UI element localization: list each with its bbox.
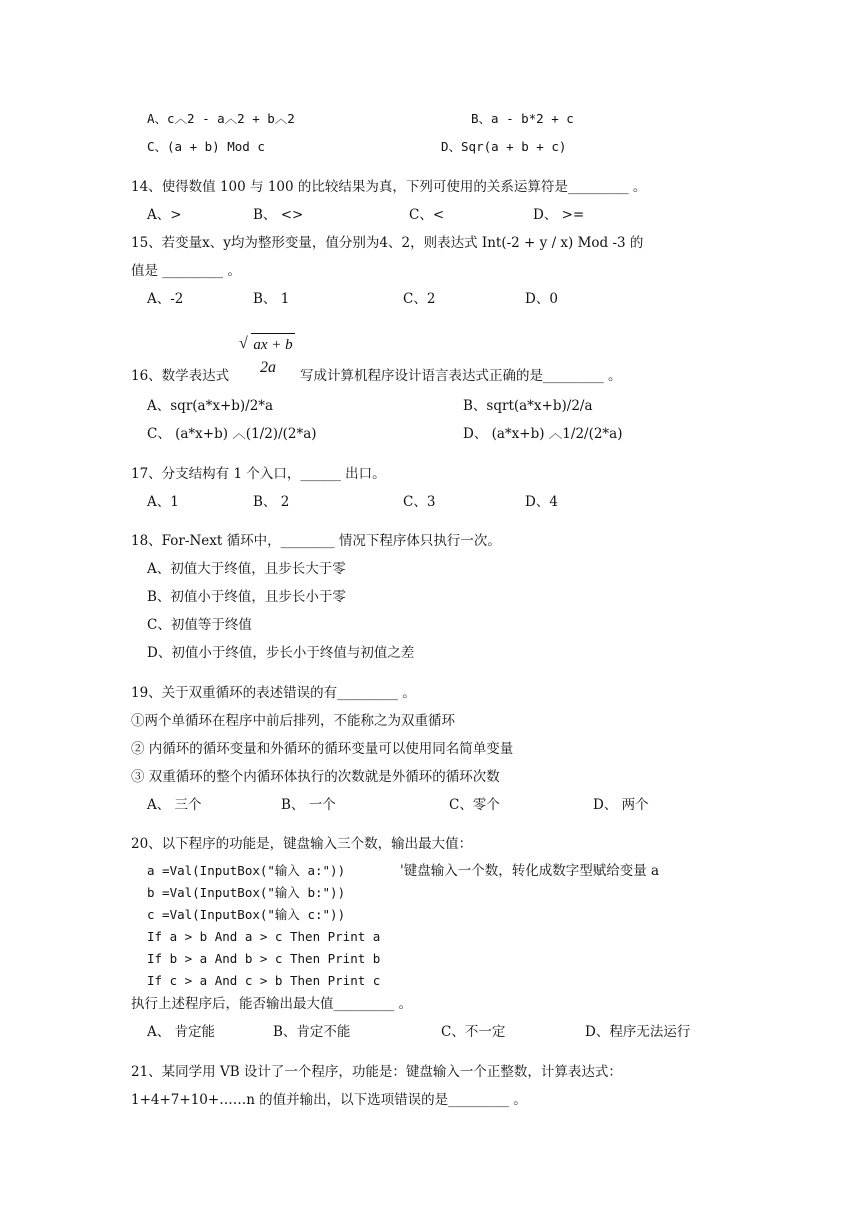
q18-option-a: A、初值大于终值，且步长大于零: [147, 561, 346, 577]
q19-option-d: D、 两个: [593, 797, 649, 813]
q16-stem-suffix: 写成计算机程序设计语言表达式正确的是_________ 。: [300, 368, 622, 384]
formula-denominator: 2a: [260, 359, 276, 376]
q21-stem-line2: 1+4+7+10+……n 的值并输出，以下选项错误的是_________ 。: [131, 1092, 527, 1108]
q19-stem: 19、关于双重循环的表述错误的有_________ 。: [131, 685, 416, 701]
q13-option-a: A、c︿2 - a︿2 + b︿2: [147, 111, 295, 126]
q13-option-c: C、(a + b) Mod c: [147, 139, 265, 154]
q20-code-line-2: b =Val(InputBox("输入 b:")): [147, 885, 346, 900]
q16-option-a: A、sqr(a*x+b)/2*a: [147, 398, 274, 414]
q20-code-line-1: a =Val(InputBox("输入 a:")): [147, 863, 346, 878]
q20-code-line-6: If c > a And c > b Then Print c: [147, 973, 381, 988]
q14-stem: 14、使得数值 100 与 100 的比较结果为真，下列可使用的关系运算符是_________ 。: [131, 179, 647, 195]
q20-stem-2: 执行上述程序后，能否输出最大值_________ 。: [131, 996, 413, 1012]
q21-stem-line1: 21、某同学用 VB 设计了一个程序，功能是：键盘输入一个正整数，计算表达式：: [131, 1064, 622, 1080]
q20-option-b: B、肯定不能: [273, 1024, 351, 1040]
q19-statement-3: ③ 双重循环的整个内循环体执行的次数就是外循环的循环次数: [131, 769, 500, 785]
q16-option-d: D、 (a*x+b) ︿1/2/(2*a): [463, 426, 623, 442]
q13-option-d: D、Sqr(a + b + c): [441, 139, 567, 154]
q15-option-b: B、 1: [253, 291, 290, 307]
q18-option-d: D、初值小于终值，步长小于终值与初值之差: [147, 645, 415, 661]
q15-option-c: C、2: [403, 291, 436, 307]
q17-option-b: B、 2: [253, 494, 290, 510]
q15-option-d: D、0: [525, 291, 558, 307]
math-fraction: √ ax + b 2a: [239, 333, 297, 379]
q18-option-c: C、初值等于终值: [147, 617, 252, 633]
q19-statement-2: ② 内循环的循环变量和外循环的循环变量可以使用同名简单变量: [131, 741, 514, 757]
q20-code-line-5: If b > a And b > c Then Print b: [147, 951, 381, 966]
q14-option-d: D、 >=: [533, 207, 585, 223]
q20-option-a: A、 肯定能: [147, 1024, 216, 1040]
q19-option-c: C、零个: [449, 797, 500, 813]
q20-stem: 20、以下程序的功能是，键盘输入三个数，输出最大值：: [131, 836, 473, 852]
q19-statement-1: ①两个单循环在程序中前后排列，不能称之为双重循环: [131, 713, 455, 729]
q15-stem-line2: 值是 _________ 。: [131, 263, 241, 279]
q16-stem-prefix: 16、数学表达式: [131, 368, 230, 384]
q19-option-b: B、 一个: [281, 797, 336, 813]
q13-option-b: B、a - b*2 + c: [471, 111, 574, 126]
q15-stem-line1: 15、若变量x、y均为整形变量，值分别为4、2，则表达式 Int(-2 + y / x) Mod -3 的: [131, 235, 644, 251]
q17-option-c: C、3: [403, 494, 436, 510]
q20-option-c: C、不一定: [441, 1024, 506, 1040]
q14-option-c: C、<: [409, 207, 445, 223]
q14-option-b: B、 <>: [253, 207, 304, 223]
q17-stem: 17、分支结构有 1 个入口，______ 出口。: [131, 466, 386, 482]
q14-option-a: A、>: [147, 207, 182, 223]
q17-option-a: A、1: [147, 494, 179, 510]
q16-option-b: B、sqrt(a*x+b)/2/a: [463, 398, 593, 414]
q20-option-d: D、程序无法运行: [585, 1024, 691, 1040]
q20-code-line-4: If a > b And a > c Then Print a: [147, 929, 381, 944]
q18-stem: 18、For-Next 循环中，________ 情况下程序体只执行一次。: [131, 533, 501, 549]
q20-code-comment: '键盘输入一个数，转化成数字型赋给变量 a: [400, 863, 660, 879]
q20-code-line-3: c =Val(InputBox("输入 c:")): [147, 907, 346, 922]
q16-option-c: C、 (a*x+b) ︿(1/2)/(2*a): [147, 426, 317, 442]
q18-option-b: B、初值小于终值，且步长小于零: [147, 589, 346, 605]
formula-numerator: ax + b: [251, 333, 294, 356]
q17-option-d: D、4: [525, 494, 558, 510]
q15-option-a: A、-2: [147, 291, 184, 307]
q19-option-a: A、 三个: [147, 797, 202, 813]
